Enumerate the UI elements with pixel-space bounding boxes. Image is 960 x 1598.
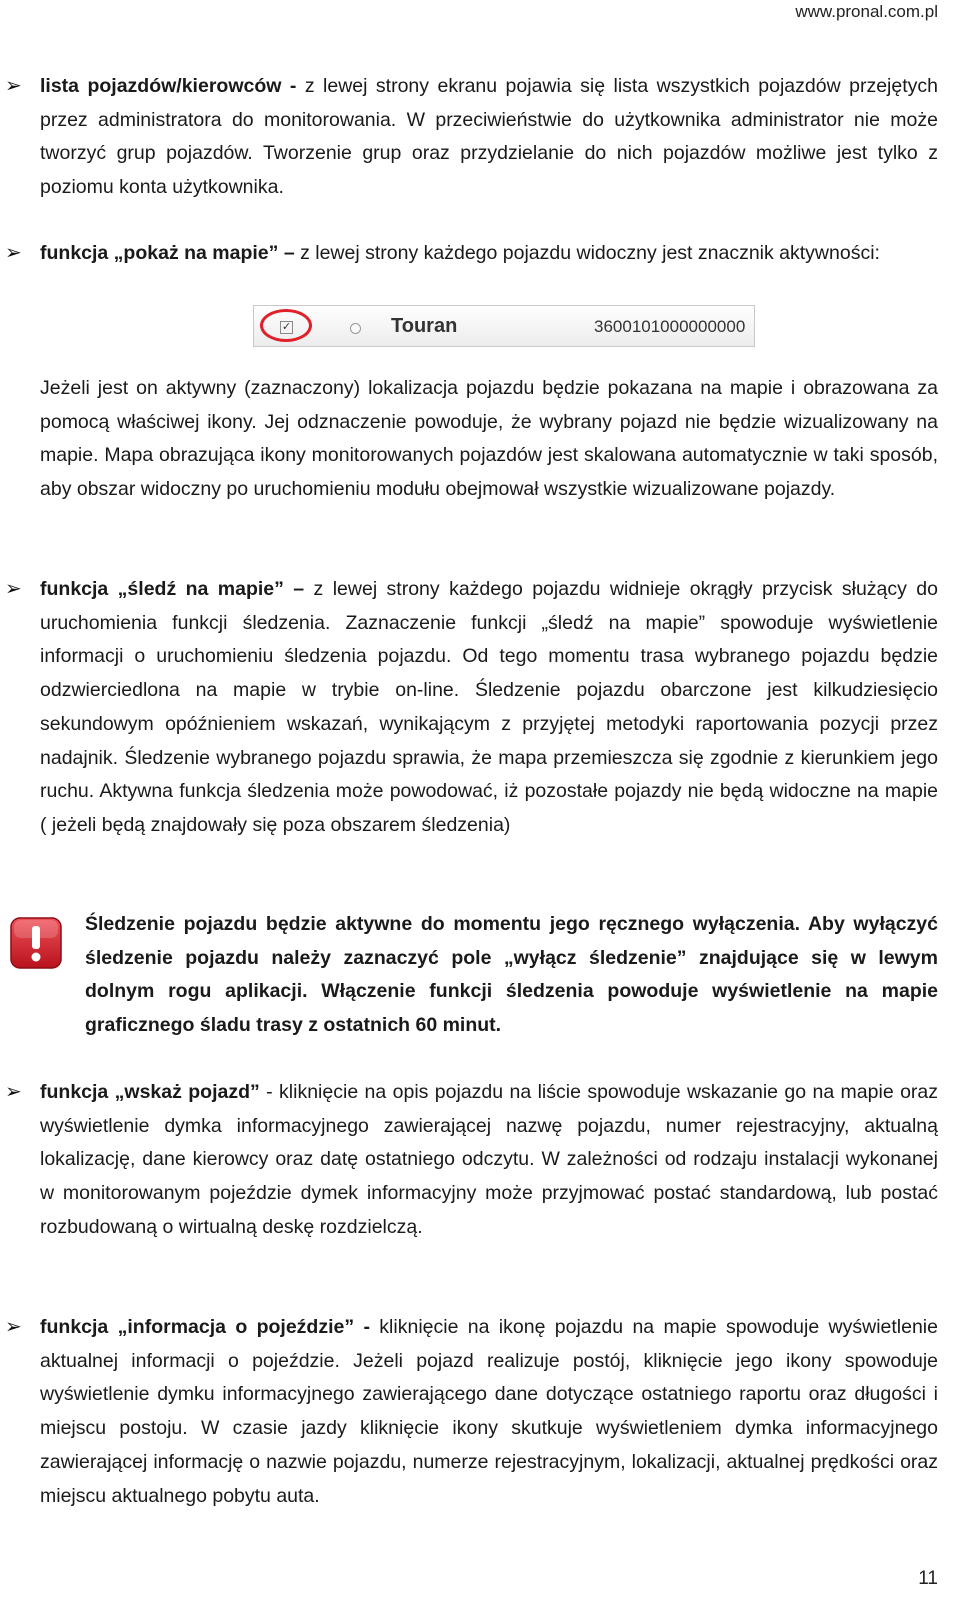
bullet-marker: ➢ (5, 1081, 22, 1103)
show-on-map-description: Jeżeli jest on aktywny (zaznaczony) lokalizacja pojazdu będzie pokazana na mapie i obrazowana za pomocą właściwej ikony. Jej odznaczenie powoduje, że wybrany pojazd nie będzie wizualizowany na mapie. Mapa obrazująca ikony monitorowanych pojazdów jest skalowana automatycznie w taki sposób, aby obszar widoczny po uruchomieniu modułu obejmował wszystkie wizualizowane pojazdy. (40, 377, 938, 501)
bullet-vehicle-info (40, 1311, 938, 1513)
bullet-text: z lewej strony każdego pojazdu widoczny jest znacznik aktywności: (294, 242, 880, 264)
bullet-title: funkcja „śledź na mapie” – (40, 578, 305, 600)
bullet-track-on-map (40, 573, 938, 843)
vehicle-name: Touran (391, 315, 458, 337)
bullet-text: - kliknięcie na opis pojazdu na liście spowoduje wskazanie go na mapie oraz wyświetlenie dymka informacyjnego zawierającej nazwę pojazdu, numer rejestracyjny, aktualną lokalizację, dane kierowcy oraz datę ostatniego odczytu. W zależności od rodzaju instalacji wykonanej w monitorowanym pojeździe dymek informacyjny może przyjmować postać standardową, lub postać rozbudowaną o wirtualną deskę rozdzielczą. (40, 1081, 938, 1238)
bullet-marker: ➢ (5, 1316, 22, 1338)
bullet-vehicle-list (40, 70, 938, 205)
bullet-indicate-vehicle (40, 1076, 938, 1245)
bullet-marker: ➢ (5, 242, 22, 264)
bullet-show-on-map (40, 237, 938, 271)
bullet-title: lista pojazdów/kierowców - (40, 75, 297, 97)
bullet-title: funkcja „wskaż pojazd” (40, 1081, 260, 1103)
activity-checkbox: ✓ (281, 321, 292, 333)
track-radio-button (350, 323, 361, 334)
page-number: 11 (918, 1568, 938, 1589)
bullet-title: funkcja „pokaż na mapie” – (40, 242, 295, 264)
bullet-text: kliknięcie na ikonę pojazdu na mapie spowoduje wyświetlenie aktualnej informacji o pojeździe. Jeżeli pojazd realizuje postój, kliknięcie jego ikony spowoduje wyświetlenie dymku informacyjnego zawierającego dane dotyczące ostatniego raportu oraz długości i miejscu postoju. W czasie jazdy kliknięcie ikony skutkuje wyświetleniem dymka informacyjnego zawierającej informację o nazwie pojazdu, numerze rejestracyjnym, lokalizacji, aktualnej prędkości oraz miejscu aktualnego pobytu auta. (40, 1316, 938, 1507)
bullet-text: z lewej strony każdego pojazdu widnieje okrągły przycisk służący do uruchomienia funkcji śledzenia. Zaznaczenie funkcji „śledź na mapie” spowoduje wyświetlenie informacji o uruchomieniu śledzenia pojazdu. Od tego momentu trasa wybranego pojazdu będzie odzwierciedlona na mapie w trybie on-line. Śledzenie pojazdu obarczone jest kilkudziesięcio sekundowym opóźnieniem wskazań, wynikającym z przyjętej metodyki raportowania pozycji przez nadajnik. Śledzenie wybranego pojazdu sprawia, że mapa przemieszcza się zgodnie z kierunkiem jego ruchu. Aktywna funkcja śledzenia może powodować, iż pozostałe pojazdy nie będą widoczne na mapie ( jeżeli będą znajdowały się poza obszarem śledzenia) (40, 578, 939, 836)
exclamation-warning-icon (10, 917, 62, 969)
tracking-warning-note: Śledzenie pojazdu będzie aktywne do momentu jego ręcznego wyłączenia. Aby wyłączyć śledzenie pojazdu należy zaznaczyć pole „wyłącz śledzenie” znajdujące się w lewym dolnym rogu aplikacji. Włączenie funkcji śledzenia powoduje wyświetlenie na mapie graficznego śladu trasy z ostatnich 60 minut. (85, 913, 938, 1037)
bullet-marker: ➢ (5, 75, 22, 97)
site-url-header: www.pronal.com.pl (795, 2, 938, 21)
bullet-text: z lewej strony ekranu pojawia się lista wszystkich pojazdów przejętych przez administratora do monitorowania. W przeciwieństwie do użytkownika administrator nie może tworzyć grup pojazdów. Tworzenie grup oraz przydzielanie do nich pojazdów możliwe jest tylko z poziomu konta użytkownika. (40, 75, 938, 199)
vehicle-row-screenshot (253, 305, 755, 347)
bullet-marker: ➢ (5, 578, 22, 600)
vehicle-id: 3600101000000000 (594, 317, 746, 336)
bullet-title: funkcja „informacja o pojeździe” - (40, 1316, 370, 1338)
